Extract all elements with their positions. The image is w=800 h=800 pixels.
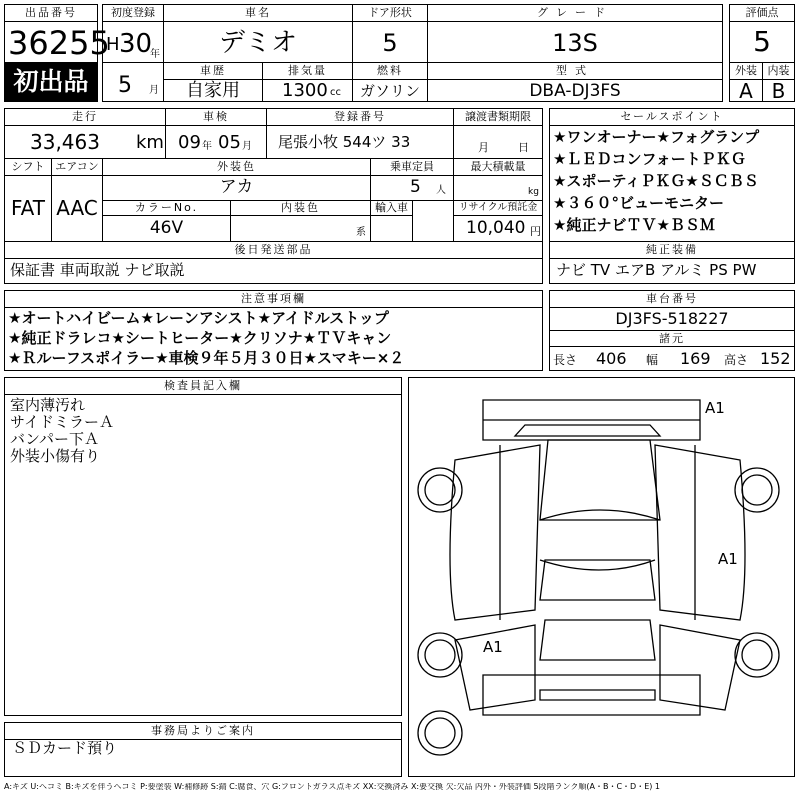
capacity-value: 5 <box>410 177 421 197</box>
inspection-year: 09 <box>178 132 201 153</box>
mileage-label: 走行 <box>72 110 98 123</box>
length-label: 長さ <box>553 353 578 367</box>
height-label: 高さ <box>724 353 749 367</box>
followup-value: 保証書 車両取説 ナビ取説 <box>10 261 185 279</box>
hood <box>540 440 660 520</box>
ext-score-label: 外装 <box>735 64 757 77</box>
int-color-unit: 系 <box>356 227 366 238</box>
plate-label: 登録番号 <box>334 110 386 123</box>
damage-mark: A1 <box>718 550 738 568</box>
chassis-label: 車台番号 <box>646 292 698 305</box>
score-label: 評価点 <box>745 6 779 19</box>
right-side-body <box>655 445 745 620</box>
width-value: 169 <box>680 349 711 368</box>
damage-mark: A1 <box>483 638 503 656</box>
first-reg-era: H <box>106 34 120 55</box>
aircon-value: AAC <box>56 196 98 220</box>
note-line: ★Ｒルーフスポイラー★車検９年５月３０日★スマキー×２ <box>8 349 405 367</box>
maxload-unit: kg <box>528 187 539 197</box>
history-label: 車歴 <box>200 64 226 77</box>
grille <box>515 425 660 436</box>
doors-label: ドア形状 <box>368 6 412 19</box>
followup-label: 後日発送部品 <box>234 243 313 256</box>
inspection-month-unit: 月 <box>242 141 252 152</box>
displacement-value: 1300 <box>282 80 328 101</box>
sales-point: ★スポーティＰＫＧ★ＳＣＢＳ <box>553 172 759 190</box>
recycle-label: リサイクル預託金 <box>458 202 538 213</box>
displacement-unit: cc <box>330 87 341 98</box>
sales-label: セールスポイント <box>620 110 724 123</box>
int-score: B <box>771 79 786 103</box>
inspector-line: 室内薄汚れ <box>10 396 86 414</box>
score-value: 5 <box>753 25 771 58</box>
chassis-number: DJ3FS-518227 <box>615 309 729 328</box>
legend: A:キズ U:ヘコミ B:キズを伴うヘコミ P:要塗装 W:補修跡 S:錆 C:腐食、穴 G:フロントガラス点キズ XX:交換済み X:要交換 欠:欠品 内外・外装評価 5段階ランク順(A・B・C・D・E) 1 <box>4 783 661 791</box>
ext-score: A <box>739 79 753 103</box>
shift-label: シフト <box>11 160 45 173</box>
transfer-label: 譲渡書類期限 <box>465 110 531 123</box>
office-note: ＳＤカード預り <box>12 739 118 757</box>
note-line: ★純正ドラレコ★シートヒーター★クリソナ★ＴＶキャン <box>8 329 392 347</box>
month-unit: 月 <box>149 85 159 96</box>
spare-wheel <box>418 711 462 755</box>
inspector-line: 外装小傷有り <box>10 447 101 465</box>
color-no-value: 46V <box>149 218 184 238</box>
int-color-label: 内装色 <box>281 201 320 214</box>
first-reg-year: 30 <box>119 29 153 59</box>
import-label: 輸入車 <box>375 201 408 214</box>
inspector-line: サイドミラーＡ <box>10 413 114 431</box>
year-unit: 年 <box>150 49 160 60</box>
first-reg-label: 初度登録 <box>111 6 155 19</box>
doors-value: 5 <box>382 29 398 57</box>
equipment-label: 純正装備 <box>646 243 698 256</box>
color-no-label: カラーNo. <box>134 201 199 214</box>
transfer-day-unit: 日 <box>518 141 529 154</box>
displacement-label: 排気量 <box>288 64 327 77</box>
history-value: 自家用 <box>186 80 240 101</box>
transfer-month-unit: 月 <box>478 141 489 154</box>
width-label: 幅 <box>646 353 659 367</box>
model-code: DBA-DJ3FS <box>529 81 621 101</box>
car-name-label: 車名 <box>245 6 271 19</box>
fuel-label: 燃料 <box>377 64 403 77</box>
maxload-label: 最大積載量 <box>470 160 526 173</box>
recycle-value: 10,040 <box>466 218 526 238</box>
sales-point: ★ＬＥＤコンフォートＰＫＧ <box>553 150 746 168</box>
ext-color-label: 外装色 <box>217 160 256 173</box>
wheel-rear-right <box>735 633 779 677</box>
specs-label: 諸元 <box>659 332 685 345</box>
inspection-label: 車検 <box>203 110 229 123</box>
equipment-value: ナビ TV エアB アルミ PS PW <box>556 261 757 279</box>
roof <box>540 560 655 600</box>
left-side-body <box>450 445 540 620</box>
grade-label: グレード <box>537 6 613 19</box>
plate-number: 尾張小牧 544ツ 33 <box>278 133 411 151</box>
ext-color-value: アカ <box>219 177 254 197</box>
sales-point: ★ワンオーナー★フォグランプ <box>553 128 760 146</box>
first-listing-badge: 初出品 <box>13 67 89 96</box>
inspector-line: バンパー下Ａ <box>10 430 99 448</box>
recycle-unit: 円 <box>530 225 541 238</box>
capacity-label: 乗車定員 <box>390 160 434 173</box>
rear-bumper <box>483 675 700 715</box>
shift-value: FAT <box>10 196 45 220</box>
mileage-value: 33,463 <box>30 130 100 154</box>
notes-label: 注意事項欄 <box>241 292 306 305</box>
damage-mark: A1 <box>705 399 725 417</box>
lot-number: 36255 <box>8 24 110 62</box>
sales-point: ★純正ナビＴＶ★ＢＳＭ <box>553 216 715 234</box>
capacity-unit: 人 <box>436 185 446 196</box>
office-label: 事務局よりご案内 <box>151 724 255 737</box>
first-reg-month: 5 <box>118 73 132 98</box>
note-line: ★オートハイビーム★レーンアシスト★アイドルストップ <box>8 309 389 327</box>
grade-value: 13S <box>552 29 598 57</box>
fuel-value: ガソリン <box>359 82 420 100</box>
lot-label: 出品番号 <box>25 6 77 19</box>
model-label: 型式 <box>556 64 594 77</box>
inspection-year-unit: 年 <box>202 141 212 152</box>
int-score-label: 内装 <box>767 64 790 77</box>
sales-point: ★３６０°ビューモニター <box>553 194 724 212</box>
mileage-unit: km <box>136 132 164 153</box>
aircon-label: エアコン <box>55 160 99 173</box>
inspector-label: 検査員記入欄 <box>164 379 242 392</box>
height-value: 152 <box>760 349 791 368</box>
rear-gate <box>540 620 655 660</box>
length-value: 406 <box>596 349 627 368</box>
car-name: デミオ <box>218 28 297 58</box>
wheel-front-left <box>418 468 462 512</box>
inspection-month: 05 <box>218 132 241 153</box>
